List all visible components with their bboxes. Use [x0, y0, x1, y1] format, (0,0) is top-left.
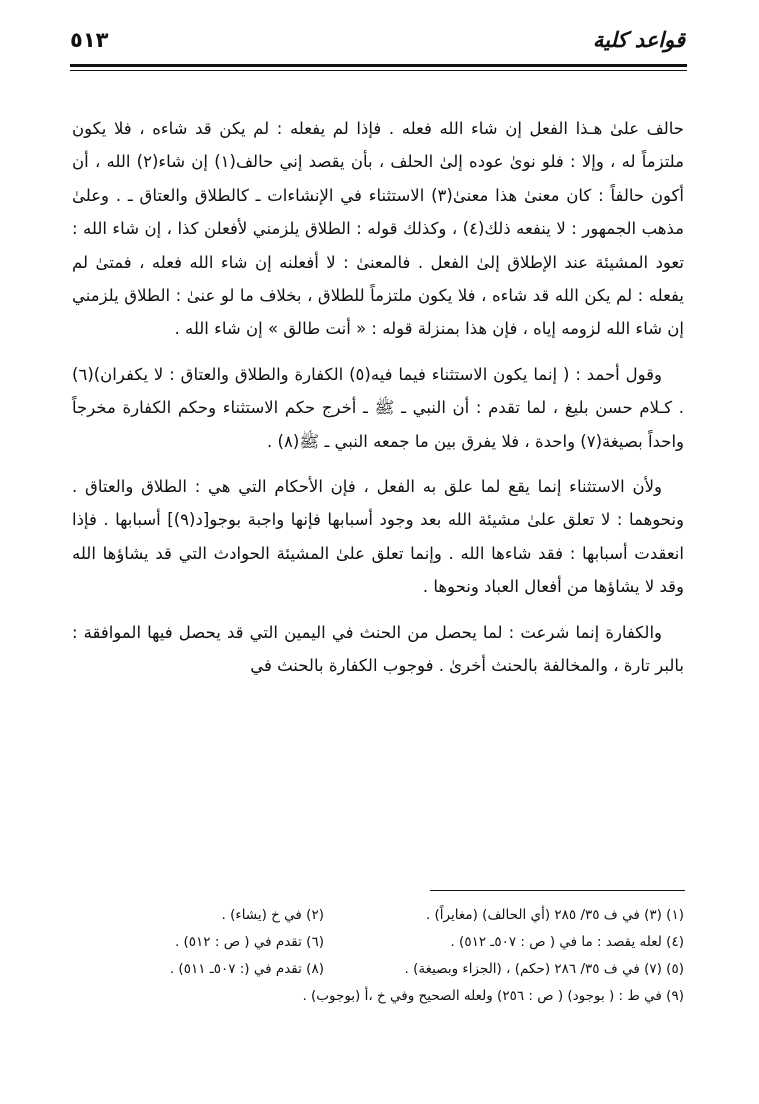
header-rule-thin	[70, 70, 687, 71]
paragraph	[72, 112, 684, 346]
paragraph-text: ولأن الاستثناء إنما يقع لما علق به الفعل ، فإن الأحكام التي هي : الطلاق والعتاق . ونحوهما : لا تعلق علىٰ مشيئة الله بعد وجود أسبابها فإنها واجبة بوجو[د(٩)] أسبابها . فإذا انعقدت أسبابها : فقد شاءها الله . وإنما تعلق علىٰ المشيئة الحوادث التي قد يشاؤها الله وقد لا يشاؤها من أفعال العباد ونحوها .	[72, 477, 685, 597]
paragraph	[72, 358, 684, 458]
footnote-row	[72, 983, 684, 1010]
footnote: (٤) لعله يقصد : ما في ( ص : ٥٠٧ـ ٥١٢) .	[450, 934, 684, 950]
footnote-row	[72, 929, 684, 956]
paragraph-text: وقول أحمد : ( إنما يكون الاستثناء فيما فيه(٥) الكفارة والطلاق والعتاق : لا يكفران)(٦) . كـلام حسن بليغ ، لما تقدم : أن النبي ـ ﷺ ـ أخرج حكم الاستثناء وحكم الكفارة مخرجاً واحداً بصيغة(٧) واحدة ، فلا يفرق بين ما جمعه النبي ـ ﷺ(٨) .	[72, 364, 684, 451]
footnote: (٩) في ط : ( بوجود) ( ص : ٢٥٦) ولعله الصحيح وفي خ ،أ (بوجوب) .	[302, 988, 684, 1004]
footnote: (١) (٣) في ف ٣٥/ ٢٨٥ (أي الحالف) (مغايراً) .	[425, 907, 684, 923]
footnote: (٦) تقدم في ( ص : ٥١٢) .	[174, 934, 324, 950]
footnote: (٢) في خ (يشاء) .	[221, 907, 324, 923]
footnote-row	[72, 902, 684, 929]
footnote: (٥) (٧) في ف ٣٥/ ٢٨٦ (حكم) ، (الجزاء وبصيغة) .	[404, 961, 684, 977]
running-title: قواعد كلية	[592, 28, 685, 52]
footnotes	[72, 902, 684, 1010]
paragraph	[72, 616, 684, 683]
paragraph-text: والكفارة إنما شرعت : لما يحصل من الحنث في اليمين التي قد يحصل فيها الموافقة : بالبر تارة ، والمخالفة بالحنث أخرىٰ . فوجوب الكفارة بالحنث في	[72, 622, 684, 676]
body-text	[72, 112, 684, 695]
paragraph-text: حالف علىٰ هـذا الفعل إن شاء الله فعله . فإذا لم يفعله : لم يكن قد شاءه ، فلا يكون ملتزماً له ، وإلا : فلو نوىٰ عوده إلىٰ الحلف ، بأن يقصد إني حالف(١) إن شاء(٢) الله ، أن أكون حالفاً : كان معنىٰ هذا معنىٰ(٣) الاستثناء في الإنشاءات ـ كالطلاق والعتاق ـ . وعلىٰ مذهب الجمهور : لا ينفعه ذلك(٤) ، وكذلك قوله : الطلاق يلزمني لأفعلن كذا ، إن شاء الله : تعود المشيئة عند الإطلاق إلىٰ الفعل . فالمعنىٰ : لا أفعلنه إن شاء الله فعله ، فمتىٰ لم يفعله : لم يكن الله قد شاءه ، فلا يكون ملتزماً للطلاق ، بخلاف ما لو عنىٰ : الطلاق يلزمني إن شاء الله لزومه إياه ، فإن هذا بمنزلة قوله : « أنت طالق » إن شاء الله .	[72, 119, 685, 339]
page-header	[70, 22, 685, 62]
page-number: ٥١٣	[70, 28, 109, 52]
paragraph	[72, 470, 684, 604]
footnote-row	[72, 956, 684, 983]
footnote-separator	[430, 890, 685, 891]
footnote: (٨) تقدم في (: ٥٠٧ـ ٥١١) .	[169, 961, 324, 977]
header-rule-thick	[70, 64, 687, 67]
